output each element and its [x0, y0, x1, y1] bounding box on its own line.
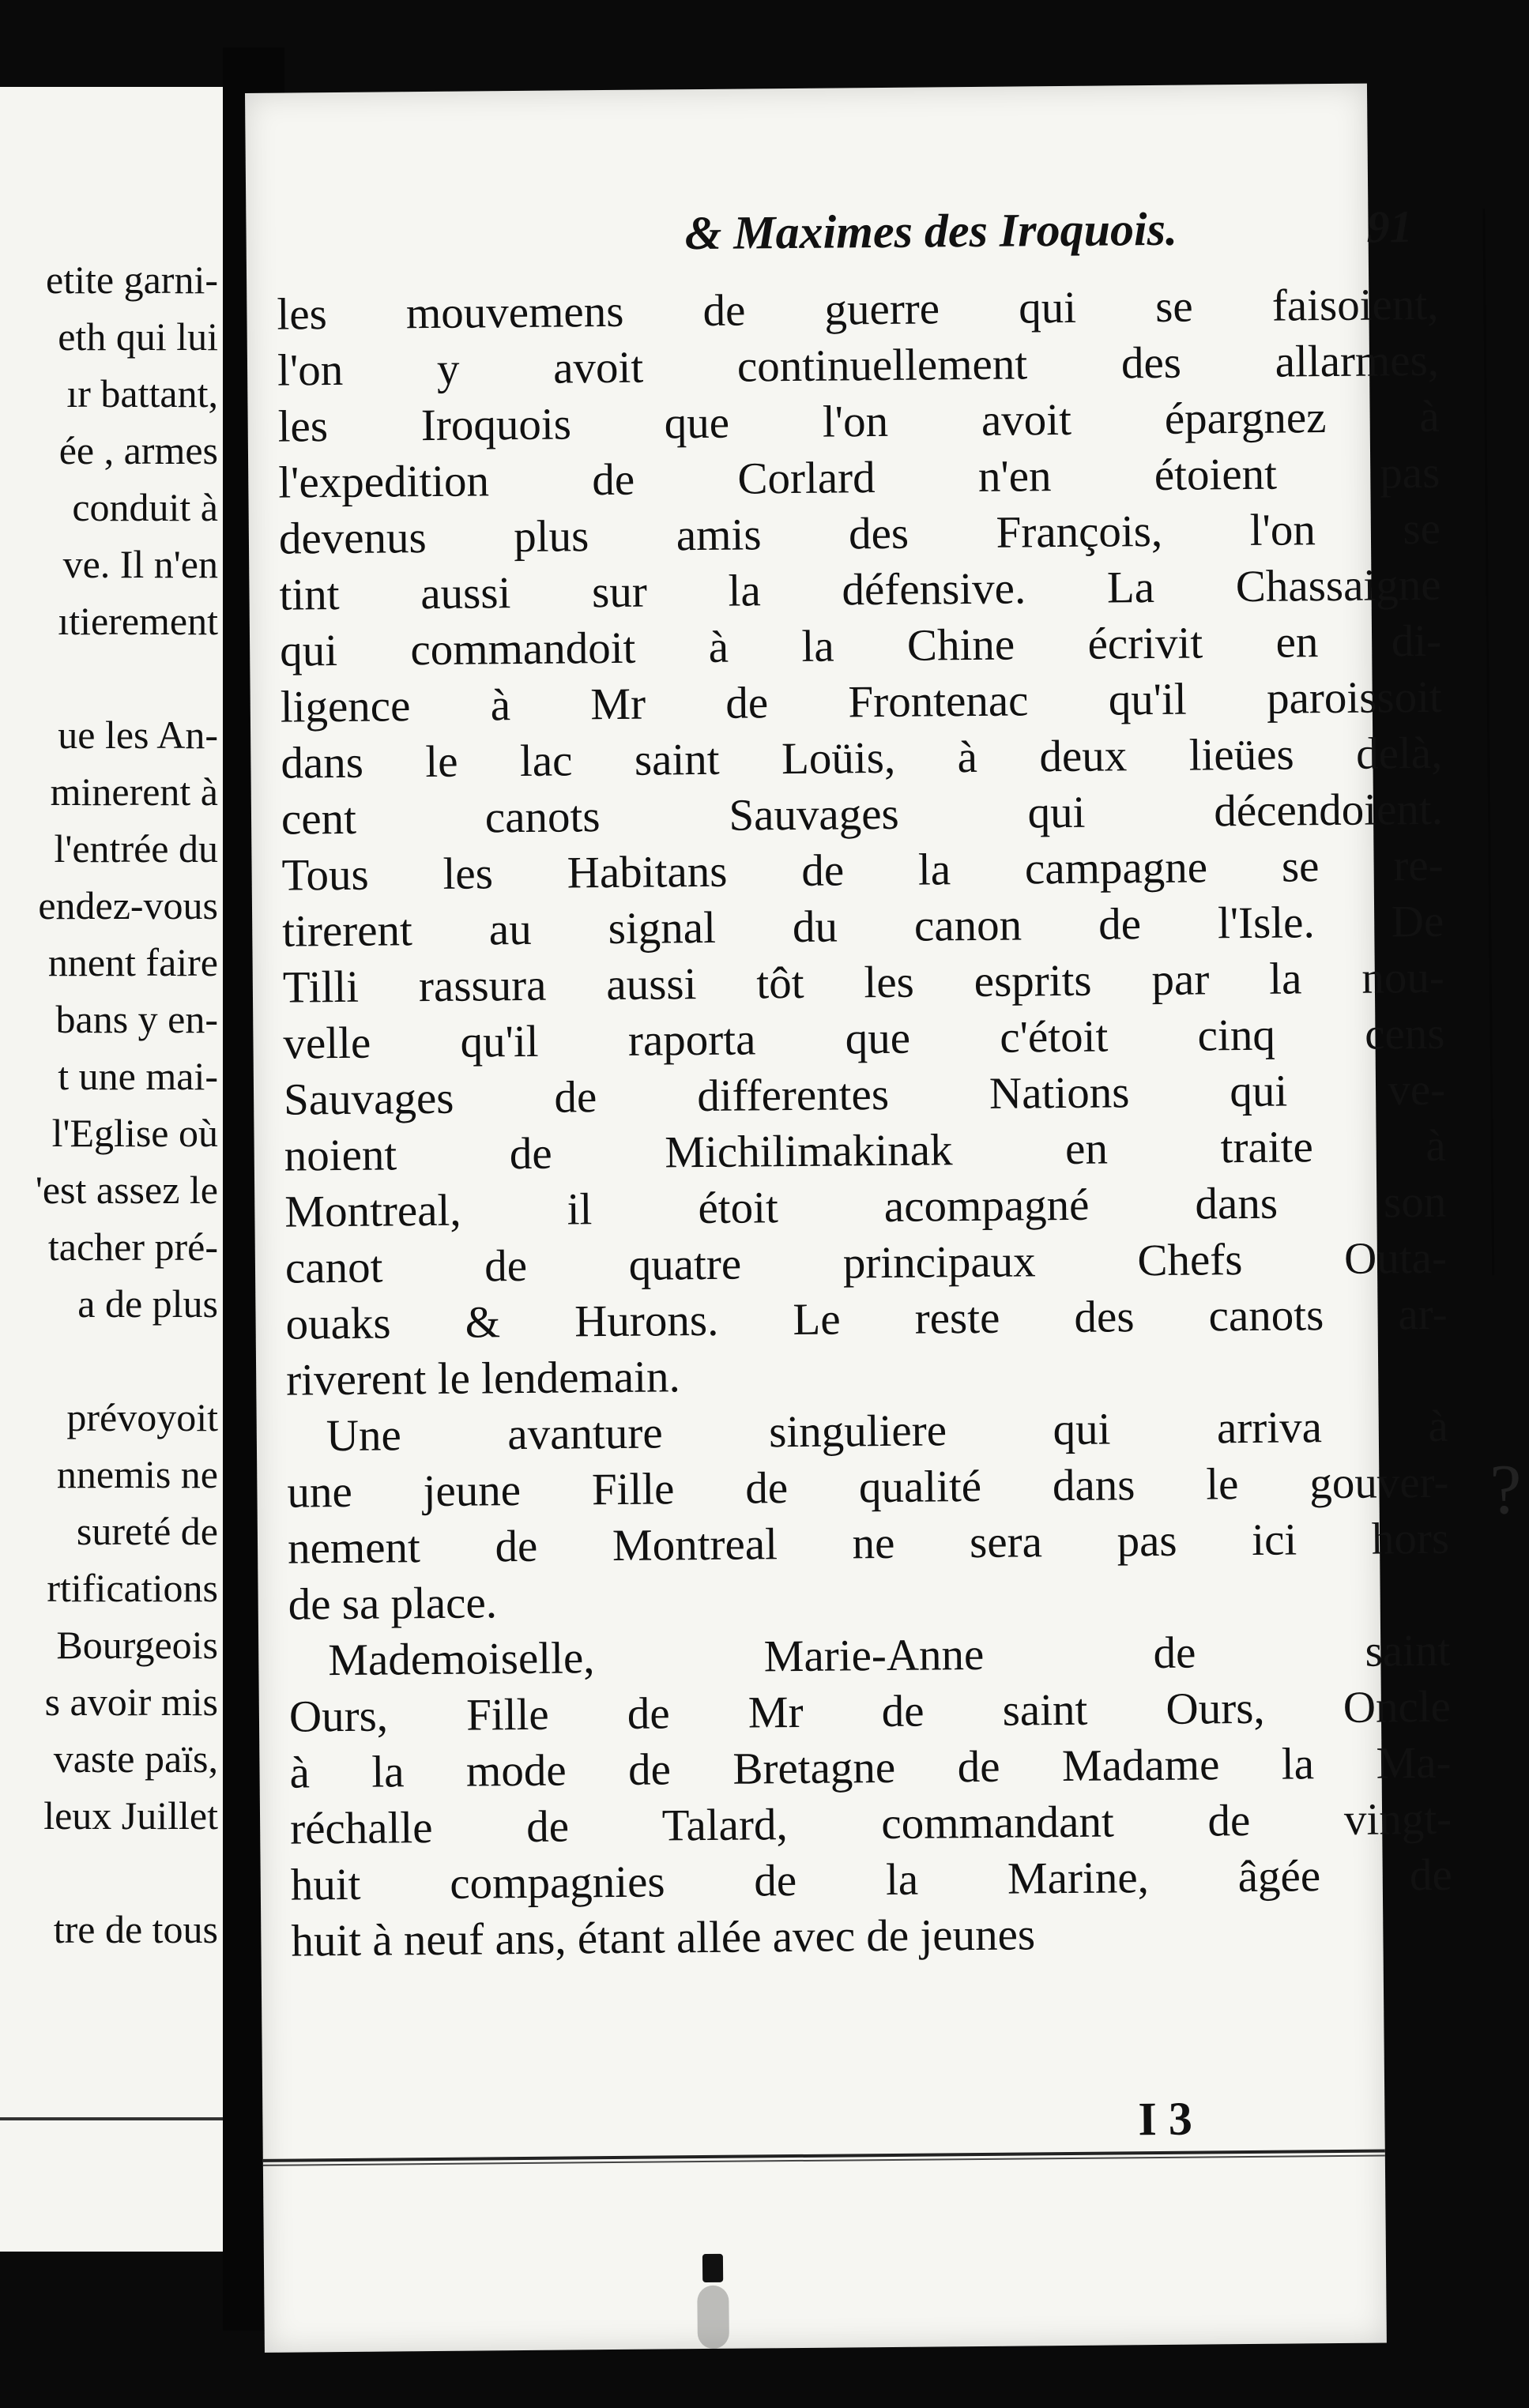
left-page-line: tre de tous	[53, 1907, 218, 1951]
left-page-line: sureté de	[76, 1509, 218, 1553]
text-line: une jeune Fille de qualité dans le gouver-	[287, 1457, 1449, 1518]
text-line: cent canots Sauvages qui décendoient.	[281, 784, 1444, 845]
left-page-line: 'est assez le	[35, 1168, 218, 1212]
text-line: Sauvages de differentes Nations qui ve-	[283, 1064, 1446, 1125]
left-page-line: endez-vous	[38, 883, 218, 927]
left-page-line: rtifications	[47, 1566, 218, 1610]
left-page-line: nnent faire	[47, 940, 218, 984]
page-body-text	[277, 277, 1453, 1970]
text-line: nement de Montreal ne sera pas ici hors	[287, 1513, 1450, 1574]
left-page-line	[36, 1844, 218, 1901]
text-line: les Iroquois que l'on avoit épargnez à	[277, 391, 1440, 452]
left-page-line: t une mai-	[58, 1054, 218, 1098]
left-page-text	[36, 251, 218, 1958]
left-page	[0, 87, 223, 2252]
page-number: 91	[1366, 201, 1413, 253]
left-page-line: l'entrée du	[54, 826, 218, 871]
text-line: huit compagnies de la Marine, âgée de	[290, 1849, 1453, 1910]
text-line: tint aussi sur la défensive. La Chassaigne	[279, 559, 1441, 620]
left-page-line: tacher pré-	[47, 1225, 218, 1269]
text-line: l'on y avoit continuellement des allarmes,	[277, 335, 1440, 396]
left-page-line: minerent à	[50, 769, 218, 814]
left-page-rule	[0, 2117, 223, 2120]
running-head: & Maximes des Iroquois.	[684, 202, 1178, 260]
page-crease	[1482, 209, 1494, 1275]
left-page-line: ée , armes	[58, 428, 218, 472]
text-line: Mademoiselle, Marie-Anne de saint	[328, 1625, 1451, 1686]
left-page-line: Bourgeois	[56, 1623, 218, 1667]
left-page-line: vaste païs,	[53, 1736, 218, 1781]
text-line: devenus plus amis des François, l'on se	[278, 503, 1441, 564]
text-line: dans le lac saint Loüis, à deux lieües delà,	[281, 728, 1443, 788]
text-line: Tous les Habitans de la campagne se re-	[281, 840, 1444, 901]
right-page	[245, 84, 1522, 2353]
ink-stain	[697, 2286, 729, 2349]
text-line: ligence à Mr de Frontenac qu'il paroissoit	[280, 672, 1443, 732]
left-page-line: l'Eglise où	[51, 1111, 218, 1155]
text-line: Ours, Fille de Mr de saint Ours, Oncle	[288, 1681, 1452, 1742]
page-header	[443, 200, 1440, 272]
ink-smudge	[702, 2254, 723, 2282]
text-line: réchalle de Talard, commandant de vingt-	[289, 1793, 1452, 1854]
text-line: l'expedition de Corlard n'en étoient pas	[278, 447, 1440, 508]
left-page-line: s avoir mis	[44, 1680, 218, 1724]
text-line: Montreal, il étoit acompagné dans son	[284, 1176, 1447, 1237]
left-page-line: conduit à	[72, 485, 218, 529]
text-line: Une avanture singuliere qui arriva à	[326, 1401, 1449, 1462]
text-line: noient de Michilimakinak en traite à	[284, 1120, 1446, 1181]
left-page-line: ıtierement	[58, 599, 218, 643]
left-page-line: a de plus	[77, 1281, 218, 1326]
text-line: qui commandoit à la Chine écrivit en di-	[279, 615, 1442, 676]
left-page-line: ır battant,	[66, 371, 218, 416]
left-page-line: bans y en-	[55, 997, 218, 1041]
left-page-line: ue les An-	[58, 713, 218, 757]
left-page-line	[36, 649, 218, 706]
text-line: Tilli rassura aussi tôt les esprits par la nou-	[282, 952, 1445, 1013]
left-page-line: nnemis ne	[56, 1452, 218, 1496]
left-page-line: eth qui lui	[58, 314, 218, 359]
signature-mark: I 3	[1138, 2092, 1193, 2146]
text-line: huit à neuf ans, étant allée avec de jeunes	[291, 1909, 1036, 1966]
text-line: de sa place.	[288, 1578, 498, 1630]
text-line: ouaks & Hurons. Le reste des canots ar-	[285, 1289, 1448, 1349]
left-page-line: ve. Il n'en	[62, 542, 218, 586]
text-line: canot de quatre principaux Chefs Outa-	[284, 1232, 1448, 1293]
text-line: les mouvemens de guerre qui se faisoient,	[277, 279, 1439, 340]
text-line: velle qu'il raporta que c'étoit cinq cens	[283, 1008, 1445, 1069]
text-line: riverent le lendemain.	[285, 1352, 681, 1405]
text-line: à la mode de Bretagne de Madame la Ma-	[289, 1737, 1452, 1798]
text-line: tirerent au signal du canon de l'Isle. De	[281, 896, 1444, 957]
left-page-line	[36, 1332, 218, 1389]
left-page-line: prévoyoit	[66, 1395, 218, 1439]
left-page-line: etite garni-	[46, 258, 218, 302]
left-page-line: leux Juillet	[43, 1793, 218, 1838]
margin-annotation: ?	[1489, 1450, 1522, 1529]
